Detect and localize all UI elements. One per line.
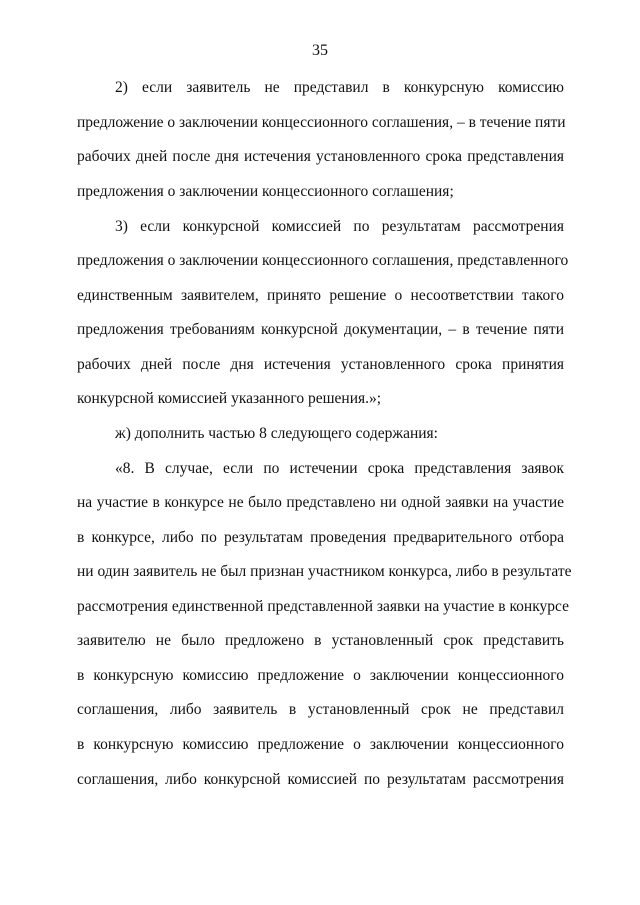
text-line: в конкурсную комиссию предложение о заключении концессионного xyxy=(77,667,564,684)
text-line: заявителю не было предложено в установленный срок представить xyxy=(77,632,564,649)
text-line: рассмотрения единственной представленной заявки на участие в конкурсе xyxy=(77,598,569,615)
text-line: на участие в конкурсе не было представлено ни одной заявки на участие xyxy=(77,494,564,511)
text-line: ж) дополнить частью 8 следующего содержания: xyxy=(115,425,438,442)
text-line: рабочих дней после дня истечения установленного срока принятия xyxy=(77,356,564,373)
page-number: 35 xyxy=(312,42,328,59)
text-line: предложения о заключении концессионного соглашения, представленного xyxy=(77,252,569,269)
text-line: единственным заявителем, принято решение о несоответствии такого xyxy=(77,287,564,304)
text-line: предложения о заключении концессионного соглашения; xyxy=(77,183,454,200)
text-line: соглашения, либо конкурсной комиссией по результатам рассмотрения xyxy=(77,771,564,788)
text-line: в конкурсную комиссию предложение о заключении концессионного xyxy=(77,736,564,753)
text-line: «8. В случае, если по истечении срока представления заявок xyxy=(115,460,564,477)
text-line: 3) если конкурсной комиссией по результатам рассмотрения xyxy=(115,218,564,235)
text-line: предложения требованиям конкурсной документации, – в течение пяти xyxy=(77,321,564,338)
text-line: ни один заявитель не был признан участником конкурса, либо в результате xyxy=(77,563,572,580)
text-line: соглашения, либо заявитель в установленный срок не представил xyxy=(77,701,564,718)
text-line: рабочих дней после дня истечения установленного срока представления xyxy=(77,148,564,165)
text-line: предложение о заключении концессионного соглашения, – в течение пяти xyxy=(77,114,566,131)
text-line: 2) если заявитель не представил в конкурсную комиссию xyxy=(115,79,564,96)
text-line: конкурсной комиссией указанного решения.»; xyxy=(77,390,382,407)
text-line: в конкурсе, либо по результатам проведения предварительного отбора xyxy=(77,529,564,546)
